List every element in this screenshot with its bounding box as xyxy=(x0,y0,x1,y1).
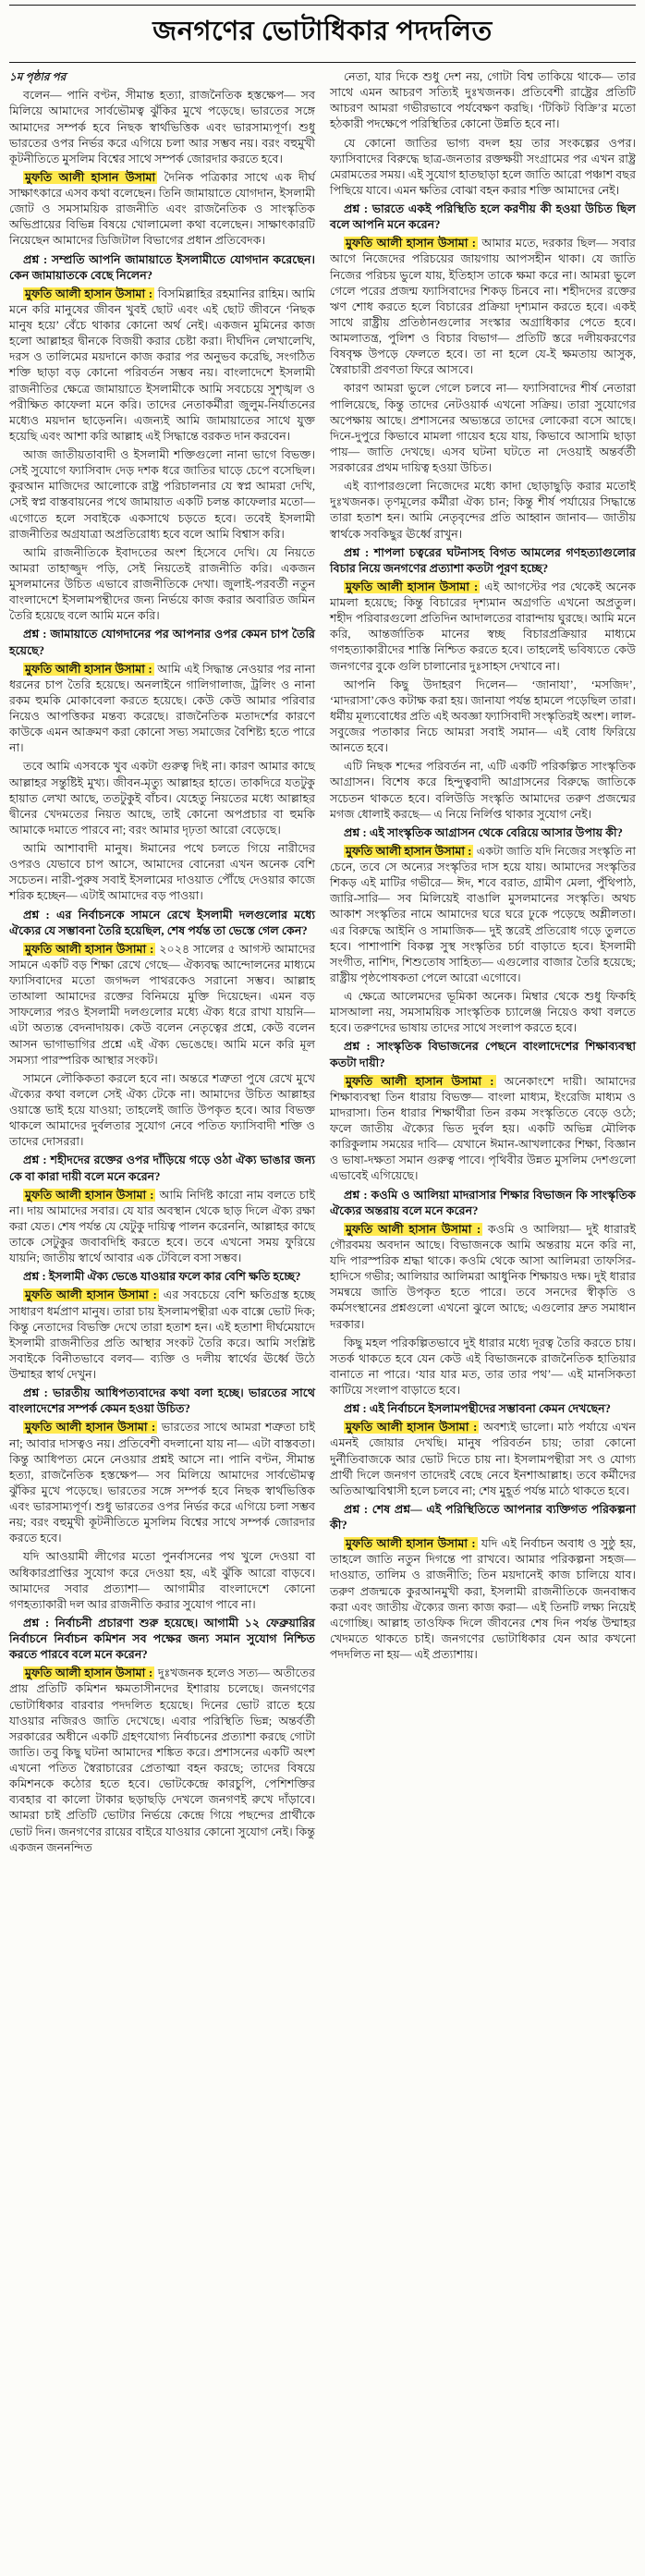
question-label: প্রশ্ন : xyxy=(344,1040,377,1054)
body-paragraph: তবে আমি এসবকে খুব একটা গুরুত্ব দিই না। কারণ আমার কাছে আল্লাহর সন্তুষ্টিই মুখ্য। জীবন-মৃত্যু আল্লাহর হাতে। তাকদিরে যতটুকু হায়াত লেখা আছে, ততটুকুই বাঁচব। যেহেতু নিয়তের মধ্যে আল্লাহর দ্বীনের খেদমতের নিয়ত আছে, তাই কোনো অপপ্রচার বা হুমকি আমাকে দমাতে পারবে না; বরং আমার দৃঢ়তা আরো বেড়েছে। xyxy=(9,760,315,836)
answer-paragraph: মুফতি আলী হাসান উসামা : আমার মতে, দরকার ছিল— সবার আগে নিজেদের পরিচয়ের জায়গায় আপসহীন থাকা। যে জাতি নিজের পরিচয় ভুলে যায়, ইতিহাস তাকে ক্ষমা করে না। আমরা ভুলে গেলে পরের প্রজন্ম ফ্যাসিবাদের শিকড় চিনবে না। শহীদদের রক্তের ঋণ শোধ করতে হলে বিচারের প্রক্রিয়া দৃশ্যমান করতে হবে। একই সাথে রাষ্ট্রীয় প্রতিষ্ঠানগুলোর সংস্কার অগ্রাধিকার পেতে হবে। আমলাতন্ত্র, পুলিশ ও বিচার বিভাগ— প্রতিটি স্তরে দলীয়করণের বিষবৃক্ষ উপড়ে ফেলতে হবে। তা না হলে যে-ই ক্ষমতায় আসুক, স্বৈরাচারী প্রবণতা ফিরে আসবে। xyxy=(330,237,636,377)
question-label: প্রশ্ন : xyxy=(344,545,374,559)
article-column-2 xyxy=(330,69,636,1859)
speaker-name-highlight: মুফতি আলী হাসান উসামা : xyxy=(25,1188,154,1202)
speaker-name-highlight: মুফতি আলী হাসান উসামা : xyxy=(25,1421,156,1435)
answer-paragraph: মুফতি আলী হাসান উসামা : অনেকাংশে দায়ী। আমাদের শিক্ষাব্যবস্থা তিন ধারায় বিভক্ত— বাংলা মাধ্যম, ইংরেজি মাধ্যম ও মাদরাসা। তিন ধারার শিক্ষার্থীরা তিন রকম সংস্কৃতিতে বেড়ে ওঠে; ফলে জাতীয় ঐক্যের ভিত দুর্বল হয়। একটি অভিন্ন মৌলিক কারিকুলাম সময়ের দাবি— যেখানে ঈমান-আখলাকের শিক্ষা, বিজ্ঞান ও ভাষা-দক্ষতা সমান গুরুত্ব পাবে। পৃথিবীর উন্নত মুসলিম দেশগুলো এভাবেই এগিয়েছে। xyxy=(330,1074,636,1183)
answer-paragraph: মুফতি আলী হাসান উসামা : আমি এই সিদ্ধান্ত নেওয়ার পর নানা ধরনের চাপ তৈরি হয়েছে। অনলাইনে গালিগালাজ, ট্রলিং ও নানা রকম হুমকি মোকাবেলা করতে হয়েছে। কেউ কেউ আমার পরিবার নিয়েও আপত্তিকর মন্তব্য করেছে। রাজনৈতিক মতাদর্শের কারণে কাউকে এমন আক্রমণ করা কোনো সভ্য সমাজের বৈশিষ্ট্য হতে পারে না। xyxy=(9,662,315,755)
question-paragraph: প্রশ্ন : ভারতে একই পরিস্থিতি হলে করণীয় কী হওয়া উচিত ছিল বলে আপনি মনে করেন? xyxy=(330,202,636,232)
answer-paragraph: মুফতি আলী হাসান উসামা : কওমি ও আলিয়া— দুই ধারারই গৌরবময় অবদান আছে। বিভাজনকে আমি অন্তরায় মনে করি না, যদি পারস্পরিক শ্রদ্ধা থাকে। কওমি থেকে আসা আলিমরা তাফসির-হাদিসে গভীর; আলিয়ার আলিমরা আধুনিক শিক্ষায়ও দক্ষ। দুই ধারার সমন্বয়ে জাতি উপকৃত হতে পারে। তবে সনদের স্বীকৃতি ও কর্মসংস্থানের প্রশ্নগুলো এখনো ঝুলে আছে; এগুলোর দ্রুত সমাধান দরকার। xyxy=(330,1222,636,1331)
continuation-note: ১ম পৃষ্ঠার পর xyxy=(9,70,67,83)
speaker-name-highlight: মুফতি আলী হাসান উসামা : xyxy=(25,1288,157,1302)
body-paragraph: মুফতি আলী হাসান উসামা দৈনিক পত্রিকার সাথে এক দীর্ঘ সাক্ষাৎকারে এসব কথা বলেছেন। তিনি জামায়াতে যোগদান, ইসলামী জোট ও সমসাময়িক রাজনীতি এবং রাজনৈতিক ও সাংস্কৃতিক অভিপ্রায়ের বিভিন্ন বিষয়ে খোলামেলা কথা বলেছেন। সাক্ষাৎকারটি নিয়েছেন আমাদের ডিজিটাল বিভাগের প্রধান প্রতিবেদক। xyxy=(9,170,315,248)
body-paragraph: যে কোনো জাতির ভাগ্য বদল হয় তার সংকল্পের ওপর। ফ্যাসিবাদের বিরুদ্ধে ছাত্র-জনতার রক্তক্ষয়ী সংগ্রামের পর এখন রাষ্ট্র মেরামতের সময়। এই সুযোগ হাতছাড়া হলে জাতি আরো পঞ্চাশ বছর পিছিয়ে যাবে। এমন ক্ষতির বোঝা বহন করার শক্তি আমাদের নেই। xyxy=(330,136,636,197)
speaker-name-highlight: মুফতি আলী হাসান উসামা : xyxy=(346,1537,476,1551)
question-paragraph: প্রশ্ন : এই সাংস্কৃতিক আগ্রাসন থেকে বেরিয়ে আসার উপায় কী? xyxy=(344,825,623,839)
speaker-name-highlight: মুফতি আলী হাসান উসামা : xyxy=(25,1666,153,1680)
question-paragraph: প্রশ্ন : জামায়াতে যোগদানের পর আপনার ওপর কেমন চাপ তৈরি হয়েছে? xyxy=(9,628,315,657)
body-paragraph: নেতা, যার দিকে শুধু দেশ নয়, গোটা বিশ্ব তাকিয়ে থাকে— তার সাথে এমন আচরণ সত্যিই দুঃখজনক। প্রতিবেশী রাষ্ট্রের প্রতিটি আচরণ আমরা গভীরভাবে পর্যবেক্ষণ করছি। ‘টিকিট বিক্রি’র মতো হঠকারী পদক্ষেপে পরিস্থিতির কোনো উন্নতি হবে না। xyxy=(330,70,636,131)
body-paragraph: এ ক্ষেত্রে আলেমদের ভূমিকা অনেক। মিম্বার থেকে শুধু ফিকহি মাসআলা নয়, সমসাময়িক সাংস্কৃতিক চ্যালেঞ্জ নিয়েও কথা বলতে হবে। তরুণদের ভাষায় তাদের সাথে সংলাপ করতে হবে। xyxy=(330,990,636,1035)
body-paragraph: সামনে লৌকিকতা করলে হবে না। অন্তরে শত্রুতা পুষে রেখে মুখে ঐক্যের কথা বললে সেই ঐক্য টেকে না। আমাদের উচিত আল্লাহর ওয়াস্তে ভাই হয়ে যাওয়া; তাহলেই জাতি উপকৃত হবে। আর বিভক্ত থাকলে আমাদের দুর্বলতার সুযোগ নেবে পতিত ফ্যাসিবাদী শক্তি ও তাদের দোসররা। xyxy=(9,1071,315,1149)
speaker-name-highlight: মুফতি আলী হাসান উসামা xyxy=(25,170,156,184)
question-label: প্রশ্ন : xyxy=(23,1616,55,1630)
question-label: প্রশ্ন : xyxy=(23,1386,54,1400)
question-label: প্রশ্ন : xyxy=(344,1188,371,1202)
answer-paragraph: মুফতি আলী হাসান উসামা : যদি এই নির্বাচন অবাধ ও সুষ্ঠু হয়, তাহলে জাতি নতুন দিগন্তে পা রাখবে। আমার পরিকল্পনা সহজ— দাওয়াত, তালিম ও রাজনীতি; তিন ময়দানেই কাজ চালিয়ে যাব। তরুণ প্রজন্মকে কুরআনমুখী করা, ইসলামী রাজনীতিকে জনবান্ধব করা এবং জাতীয় ঐক্যের জন্য কাজ করা— এই তিনটি লক্ষ্য নিয়েই এগোচ্ছি। আল্লাহ তাওফিক দিলে জীবনের শেষ দিন পর্যন্ত উম্মাহর খেদমতে থাকতে চাই। জনগণের ভোটাধিকার যেন আর কখনো পদদলিত না হয়— এই প্রত্যাশায়। xyxy=(330,1537,637,1661)
answer-paragraph: মুফতি আলী হাসান উসামা : ২০২৪ সালের ৫ আগস্ট আমাদের সামনে একটি বড় শিক্ষা রেখে গেছে— ঐক্যবদ্ধ আন্দোলনের মাধ্যমে ফ্যাসিবাদের মতো জগদ্দল পাথরকেও সরানো সম্ভব। আল্লাহ তাআলা আমাদের রক্তের বিনিময়ে মুক্তি দিয়েছেন। এমন বড় সাফল্যের পরও ইসলামী দলগুলোর মধ্যে ঐক্য ধরে রাখা যায়নি— এটা অত্যন্ত বেদনাদায়ক। কেউ বলেন নেতৃত্বের প্রশ্নে, কেউ বলেন আসন ভাগাভাগির প্রশ্নে এই ঐক্য ভেঙেছে। আমি মনে করি মূল সমস্যা পারস্পরিক আস্থার সংকট। xyxy=(9,942,315,1067)
speaker-name-highlight: মুফতি আলী হাসান উসামা : xyxy=(25,287,153,300)
question-paragraph: প্রশ্ন : শাপলা চত্বরের ঘটনাসহ বিগত আমলের গণহত্যাগুলোর বিচার নিয়ে জনগণের প্রত্যাশা কতটা পূরণ হচ্ছে? xyxy=(330,545,636,575)
answer-paragraph: মুফতি আলী হাসান উসামা : অবশ্যই ভালো। মাঠ পর্যায়ে এখন এমনই জোয়ার দেখছি। মানুষ পরিবর্তন চায়; তারা কোনো দুর্নীতিবাজকে আর ভোট দিতে চায় না। ইসলামপন্থীরা সৎ ও যোগ্য প্রার্থী দিলে জনগণ তাদেরই বেছে নেবে ইনশাআল্লাহ। তবে কর্মীদের অতিআত্মবিশ্বাসী হলে চলবে না; শেষ মুহূর্ত পর্যন্ত মাঠে থাকতে হবে। xyxy=(330,1421,636,1497)
answer-paragraph: মুফতি আলী হাসান উসামা : ভারতের সাথে আমরা শত্রুতা চাই না; আবার দাসত্বও নয়। প্রতিবেশী বদলানো যায় না— এটা বাস্তবতা। কিন্তু আধিপত্য মেনে নেওয়ার প্রশ্নই আসে না। পানি বণ্টন, সীমান্ত হত্যা, রাজনৈতিক হস্তক্ষেপ— সব মিলিয়ে আমাদের সার্বভৌমত্ব ঝুঁকির মুখে পড়েছে। ভারতের সঙ্গে সম্পর্ক হবে নিছক স্বার্থভিত্তিক এবং ভারসাম্যপূর্ণ। শুধু ভারতের ওপর নির্ভর করে এগিয়ে চলা সম্ভব নয়; বরং বহুমুখী কূটনীতিতে মুসলিম বিশ্বের সাথে সম্পর্ক জোরদার করতে হবে। xyxy=(9,1421,315,1545)
question-label: প্রশ্ন : xyxy=(344,202,372,215)
answer-paragraph: মুফতি আলী হাসান উসামা : দুঃখজনক হলেও সত্য— অতীতের প্রায় প্রতিটি কমিশন ক্ষমতাসীনদের ইশারায় চলেছে। জনগণের ভোটাধিকার বারবার পদদলিত হয়েছে। দিনের ভোট রাতে হয়ে যাওয়ার নজিরও জাতি দেখেছে। এবার পরিস্থিতি ভিন্ন; অন্তর্বর্তী সরকারের অধীনে একটি গ্রহণযোগ্য নির্বাচনের প্রত্যাশা করছে গোটা জাতি। তবু কিছু ঘটনা আমাদের শঙ্কিত করে। প্রশাসনের একটি অংশ এখনো পতিত স্বৈরাচারের প্রেতাত্মা বহন করছে; তাদের বিষয়ে কমিশনকে কঠোর হতে হবে। ভোটকেন্দ্রে কারচুপি, পেশিশক্তির ব্যবহার বা কালো টাকার ছড়াছড়ি দেখলে জনগণই রুখে দাঁড়াবে। আমরা চাই প্রতিটি ভোটার নির্ভয়ে কেন্দ্রে গিয়ে পছন্দের প্রার্থীকে ভোট দিন। জনগণের রায়ের বাইরে যাওয়ার কোনো সুযোগ নেই। কিন্তু একজন জননন্দিত xyxy=(9,1666,315,1854)
body-paragraph: আপনি কিছু উদাহরণ দিলেন— ‘জানাযা’, ‘মসজিদ’, ‘মাদরাসা’কেও কটাক্ষ করা হয়। জানাযা পর্যন্ত হামলে পড়েছিল তারা। ধর্মীয় মূল্যবোধের প্রতি এই অবজ্ঞা ফ্যাসিবাদী সংস্কৃতিরই অংশ। লাল-সবুজের পতাকার নিচে আমরা সবাই সমান— এই বোধ ফিরিয়ে আনতে হবে। xyxy=(330,678,636,755)
question-paragraph: প্রশ্ন : শেষ প্রশ্ন— এই পরিস্থিতিতে আপনার ব্যক্তিগত পরিকল্পনা কী? xyxy=(330,1502,636,1532)
body-paragraph: কিছু মহল পরিকল্পিতভাবে দুই ধারার মধ্যে দূরত্ব তৈরি করতে চায়। সতর্ক থাকতে হবে যেন কেউ এই বিভাজনকে রাজনৈতিক হাতিয়ার বানাতে না পারে। ‘যার যার মত, তার তার পথ’— এই মানসিকতা কাটিয়ে সংলাপ বাড়াতে হবে। xyxy=(330,1336,636,1397)
body-paragraph: এটি নিছক শব্দের পরিবর্তন না, এটি একটি পরিকল্পিত সাংস্কৃতিক আগ্রাসন। বিশেষ করে হিন্দুত্ববাদী আগ্রাসনের বিরুদ্ধে জাতিকে সচেতন থাকতে হবে। বলিউডি সংস্কৃতি আমাদের তরুণ প্রজন্মের মগজ ধোলাই করছে— এ নিয়ে নির্লিপ্ত থাকার সুযোগ নেই। xyxy=(330,760,636,821)
article-columns xyxy=(9,69,636,1859)
answer-paragraph: মুফতি আলী হাসান উসামা : এই আগস্টের পর থেকেই অনেক মামলা হয়েছে; কিন্তু বিচারের দৃশ্যমান অগ্রগতি এখনো অপ্রতুল। শহীদ পরিবারগুলো প্রতিদিন আদালতের বারান্দায় ঘুরছে। আমি মনে করি, আন্তর্জাতিক মানের স্বচ্ছ বিচারপ্রক্রিয়ার মাধ্যমে গণহত্যাকারীদের শাস্তি নিশ্চিত করতে হবে। তাহলেই ভবিষ্যতে কেউ জনগণের বুকে গুলি চালানোর দুঃসাহস দেখাবে না। xyxy=(330,580,636,673)
speaker-name-highlight: মুফতি আলী হাসান উসামা : xyxy=(346,1222,481,1236)
question-label: প্রশ্ন : xyxy=(344,825,370,839)
question-label: প্রশ্ন : xyxy=(23,1154,51,1167)
speaker-name-highlight: মুফতি আলী হাসান উসামা : xyxy=(346,237,476,250)
body-paragraph: কারণ আমরা ভুলে গেলে চলবে না— ফ্যাসিবাদের শীর্ষ নেতারা পালিয়েছে, কিন্তু তাদের নেটওয়ার্ক এখনো সক্রিয়। তারা সুযোগের অপেক্ষায় আছে। প্রশাসনের অভ্যন্তরে তাদের লোকেরা বসে আছে। দিনে-দুপুরে কিভাবে মামলা গায়েব হয়ে যায়, কিভাবে আসামি ছাড়া পায়— জাতি দেখছে। এসব ঘটনা ঘটতে না দেওয়াই অন্তর্বর্তী সরকারের প্রথম দায়িত্ব হওয়া উচিত। xyxy=(330,382,636,474)
body-paragraph: আমি রাজনীতিকে ইবাদতের অংশ হিসেবে দেখি। যে নিয়তে আমরা তাহাজ্জুদ পড়ি, সেই নিয়তেই রাজনীতি করি। একজন মুসলমানের উচিত এভাবে রাজনীতিকে দেখা। জুলাই-পরবর্তী নতুন বাংলাদেশে ইসলামপন্থীদের জন্য নির্ভয়ে কাজ করার অবারিত জমিন তৈরি হয়েছে বলে আমি মনে করি। xyxy=(9,545,315,623)
speaker-name-highlight: মুফতি আলী হাসান উসামা : xyxy=(346,580,479,593)
question-paragraph: প্রশ্ন : ইসলামী ঐক্য ভেঙে যাওয়ার ফলে কার বেশি ক্ষতি হচ্ছে? xyxy=(23,1270,301,1284)
question-label: প্রশ্ন : xyxy=(23,1270,49,1284)
answer-paragraph: মুফতি আলী হাসান উসামা : আমি নির্দিষ্ট কারো নাম বলতে চাই না। দায় আমাদের সবার। যে যার অবস্থান থেকে ছাড় দিলে ঐক্য রক্ষা করা যেত। শেষ পর্যন্ত যে যেটুকু দায়িত্ব পালন করেননি, আল্লাহর কাছে তাকে সেটুকুর জবাবদিহি করতে হবে। তবে এখনো সময় ফুরিয়ে যায়নি; জাতীয় স্বার্থে আবার এক টেবিলে বসা সম্ভব। xyxy=(9,1188,315,1265)
body-paragraph: আজ জাতীয়তাবাদী ও ইসলামী শক্তিগুলো নানা ভাগে বিভক্ত। সেই সুযোগে ফ্যাসিবাদ দেড় দশক ধরে জাতির ঘাড়ে চেপে বসেছিল। কুরআন মাজিদের আলোকে রাষ্ট্র পরিচালনার যে স্বপ্ন আমরা দেখি, সেই স্বপ্ন বাস্তবায়নের পথে জামায়াত একটি চলন্ত কাফেলার মতো— এগোতে হলে সবাইকে একসাথে চড়তে হবে। তবেই ইসলামী রাজনীতির অগ্রযাত্রা অপ্রতিরোধ্য হবে বলে আমি বিশ্বাস করি। xyxy=(9,448,315,541)
question-paragraph: প্রশ্ন : ভারতীয় আধিপত্যবাদের কথা বলা হচ্ছে। ভারতের সাথে বাংলাদেশের সম্পর্ক কেমন হওয়া উচিত? xyxy=(9,1386,315,1416)
question-label: প্রশ্ন : xyxy=(23,908,56,922)
headline-bottom-rule xyxy=(9,62,636,63)
question-label: প্রশ্ন : xyxy=(23,628,51,641)
question-paragraph: প্রশ্ন : শহীদদের রক্তের ওপর দাঁড়িয়ে গড়ে ওঠা ঐক্য ভাঙার জন্য কে বা কারা দায়ী বলে মনে করেন? xyxy=(9,1154,315,1183)
answer-paragraph: মুফতি আলী হাসান উসামা : বিসমিল্লাহির রহমানির রাহিম। আমি মনে করি মানুষের জীবন খুবই ছোট এবং এই ছোট জীবনে ‘নিছক মানুষ হয়ে’ বেঁচে থাকার কোনো অর্থ নেই। একজন মুমিনের কাজ হলো আল্লাহর দ্বীনকে বিজয়ী করার চেষ্টা করা। দীর্ঘদিন লেখালেখি, দরস ও তালিমের ময়দানে কাজ করার পর অনুভব করেছি, সংগঠিত শক্তি ছাড়া বড় কোনো পরিবর্তন সম্ভব নয়। বাংলাদেশে ইসলামী রাজনীতির ক্ষেত্রে জামায়াতে ইসলামীকে আমি সবচেয়ে সুশৃঙ্খল ও পরীক্ষিত কাফেলা মনে করি। তাদের নেতাকর্মীরা জুলুম-নির্যাতনের মধ্যেও ময়দান ছাড়েননি। এজন্যই আমি জামায়াতের সাথে যুক্ত হয়েছি এবং আশা করি আল্লাহ এই সিদ্ধান্তে বরকত দান করবেন। xyxy=(9,287,315,443)
question-paragraph: প্রশ্ন : সম্প্রতি আপনি জামায়াতে ইসলামীতে যোগদান করেছেন। কেন জামায়াতকে বেছে নিলেন? xyxy=(9,252,315,282)
speaker-name-highlight: মুফতি আলী হাসান উসামা : xyxy=(346,1074,494,1088)
article-column-1 xyxy=(9,69,315,1859)
question-paragraph: প্রশ্ন : নির্বাচনী প্রচারণা শুরু হয়েছে। আগামী ১২ ফেব্রুয়ারির নির্বাচনে নির্বাচন কমিশন সব পক্ষের জন্য সমান সুযোগ নিশ্চিত করতে পারবে বলে মনে করেন? xyxy=(9,1616,315,1662)
headline: জনগণের ভোটাধিকার পদদলিত xyxy=(152,17,493,46)
speaker-name-highlight: মুফতি আলী হাসান উসামা : xyxy=(25,662,152,676)
speaker-name-highlight: মুফতি আলী হাসান উসামা : xyxy=(346,844,472,858)
body-paragraph: আমি আশাবাদী মানুষ। ঈমানের পথে চলতে গিয়ে নারীদের ওপরও যেভাবে চাপ আসে, আমাদের বোনেরা এখন অনেক বেশি সচেতন। নারী-পুরুষ সবাই ইসলামের দাওয়াত পৌঁছে দেওয়ার কাজে শরিক হচ্ছেন— এটাই আমাদের বড় পাওয়া। xyxy=(9,842,315,903)
question-paragraph: প্রশ্ন : সাংস্কৃতিক বিভাজনের পেছনে বাংলাদেশের শিক্ষাব্যবস্থা কতটা দায়ী? xyxy=(330,1040,636,1069)
question-paragraph: প্রশ্ন : কওমি ও আলিয়া মাদরাসার শিক্ষার বিভাজন কি সাংস্কৃতিক ঐক্যের অন্তরায় বলে মনে করেন? xyxy=(330,1188,636,1217)
speaker-name-highlight: মুফতি আলী হাসান উসামা : xyxy=(25,942,154,956)
answer-paragraph: মুফতি আলী হাসান উসামা : এর সবচেয়ে বেশি ক্ষতিগ্রস্ত হচ্ছে সাধারণ ধর্মপ্রাণ মানুষ। তারা চায় ইসলামপন্থীরা এক বাক্সে ভোট দিক; কিন্তু নেতাদের বিভক্তি দেখে তারা হতাশ হন। এই হতাশা দীর্ঘমেয়াদে ইসলামী রাজনীতির প্রতি আস্থার সংকট তৈরি করে। আমি সংশ্লিষ্ট সবাইকে বিনীতভাবে বলব— ব্যক্তি ও দলীয় স্বার্থের ঊর্ধ্বে উঠে উম্মাহর স্বার্থ দেখুন। xyxy=(9,1288,315,1382)
speaker-name-highlight: মুফতি আলী হাসান উসামা : xyxy=(346,1421,478,1435)
answer-paragraph: মুফতি আলী হাসান উসামা : একটা জাতি যদি নিজের সংস্কৃতি না চেনে, তবে সে অন্যের সংস্কৃতির দাস হয়ে যায়। আমাদের সংস্কৃতির শিকড় এই মাটির গভীরে— ঈদ, শবে বরাত, গ্রামীণ মেলা, পুঁথিপাঠ, জারি-সারি— সব মিলিয়েই বাঙালি মুসলমানের সংস্কৃতি। অথচ আকাশ সংস্কৃতির নামে আমাদের ঘরে ঘরে ঢুকে পড়েছে অশ্লীলতা। এর বিরুদ্ধে আইনি ও সামাজিক— দুই স্তরেই প্রতিরোধ গড়ে তুলতে হবে। পাশাপাশি বিকল্প সুস্থ সংস্কৃতির চর্চা বাড়াতে হবে। ইসলামী সংগীত, নাশিদ, শিশুতোষ সাহিত্য— এগুলোর বাজার তৈরি হয়েছে; রাষ্ট্রীয় পৃষ্ঠপোষকতা পেলে আরো এগোবে। xyxy=(330,844,636,984)
body-paragraph: এই ব্যাপারগুলো নিজেদের মধ্যে কাদা ছোড়াছুড়ি করার মতোই দুঃখজনক। তৃণমূলের কর্মীরা ঐক্য চান; কিন্তু শীর্ষ পর্যায়ের সিদ্ধান্তে তারা হতাশ হন। আমি নেতৃবৃন্দের প্রতি আহ্বান জানাব— জাতীয় স্বার্থকে সবকিছুর ঊর্ধ্বে রাখুন। xyxy=(330,480,636,541)
question-paragraph: প্রশ্ন : এর নির্বাচনকে সামনে রেখে ইসলামী দলগুলোর মধ্যে ঐক্যের যে সম্ভাবনা তৈরি হয়েছিল, শেষ পর্যন্ত তা ভেস্তে গেল কেন? xyxy=(9,908,315,937)
question-label: প্রশ্ন : xyxy=(23,252,52,266)
body-paragraph: যদি আওয়ামী লীগের মতো পুনর্বাসনের পথ খুলে দেওয়া বা অধিকারপ্রাপ্তির সুযোগ করে দেওয়া হয়, এই ঝুঁকি আরো বাড়বে। আমাদের সবার প্রত্যাশা— আগামীর বাংলাদেশে কোনো গণহত্যাকারী দল আর রাজনীতি করার সুযোগ পাবে না। xyxy=(9,1550,315,1611)
question-label: প্রশ্ন : xyxy=(344,1402,370,1416)
body-paragraph: বলেন— পানি বণ্টন, সীমান্ত হত্যা, রাজনৈতিক হস্তক্ষেপ— সব মিলিয়ে আমাদের সার্বভৌমত্ব ঝুঁকির মুখে পড়েছে। ভারতের সঙ্গে আমাদের সম্পর্ক হবে নিছক স্বার্থভিত্তিক এবং ভারসাম্যপূর্ণ। শুধু ভারতের ওপর নির্ভর করে এগিয়ে চলা আর সম্ভব নয়। বরং বহুমুখী কূটনীতিতে মুসলিম বিশ্বের সাথে সম্পর্ক জোরদার করতে হবে। xyxy=(9,89,315,165)
question-paragraph: প্রশ্ন : এই নির্বাচনে ইসলামপন্থীদের সম্ভাবনা কেমন দেখছেন? xyxy=(344,1402,611,1416)
question-label: প্রশ্ন : xyxy=(344,1502,372,1516)
